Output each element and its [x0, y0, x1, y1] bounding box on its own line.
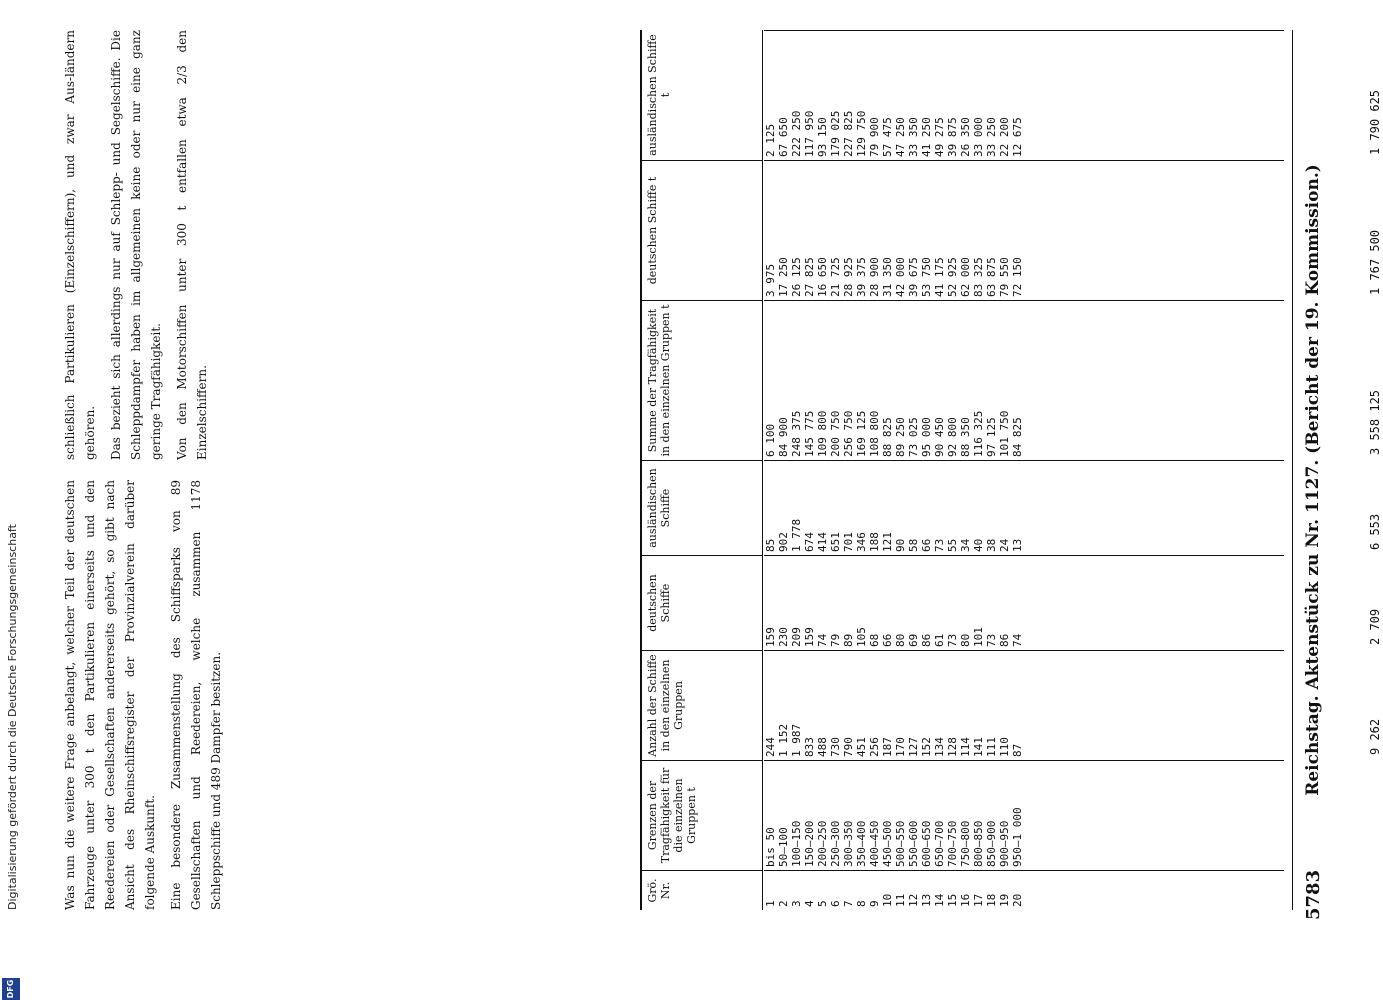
table-cell: 902	[777, 532, 790, 552]
table-cell: 674	[803, 532, 816, 552]
page-title: Reichstag. Aktenstück zu Nr. 1127. (Bericht der 19. Kommission.)	[1303, 164, 1323, 796]
table-cell: 145 775	[803, 410, 816, 457]
table-cell: 28 900	[868, 257, 881, 297]
table-cell: 790	[842, 737, 855, 757]
table-cell: 50—100	[777, 827, 790, 867]
table-cell: 73	[985, 633, 998, 647]
table-cell: 209	[790, 627, 803, 647]
table-cell: 500—550	[894, 820, 907, 867]
total-de: 2 709	[1368, 608, 1382, 645]
table-cell: 188	[868, 532, 881, 552]
table-cell: 6	[829, 900, 842, 907]
table-cell: 7	[842, 900, 855, 907]
header-size: Grenzen der Tragfähigkeit für die einzelnen Gruppen t	[642, 760, 762, 870]
table-cell: 90	[894, 538, 907, 552]
table-cell: 84 900	[777, 417, 790, 457]
table-cell: 488	[816, 737, 829, 757]
table-cell: 152	[920, 737, 933, 757]
table-cell: 80	[959, 633, 972, 647]
table-cell: 159	[764, 627, 777, 647]
header-ton-sum: Summe der Tragfähigkeit in den einzelnen Gruppen t	[642, 300, 762, 460]
table-cell: 4	[803, 900, 816, 907]
table-cell: 92 800	[946, 417, 959, 457]
table-cell: 34	[959, 538, 972, 552]
table-cell: 9	[868, 900, 881, 907]
table-cell: 222 250	[790, 110, 803, 157]
table-cell: 11	[894, 893, 907, 907]
total-count: 9 262	[1368, 718, 1382, 755]
column-ton-de	[764, 160, 1284, 300]
table-cell: 200—250	[816, 820, 829, 867]
table-cell: 86	[998, 633, 1011, 647]
table-cell: 127	[907, 737, 920, 757]
table-cell: 121	[881, 532, 894, 552]
digitization-credit	[0, 0, 28, 1000]
body-text	[60, 30, 620, 910]
table-cell: 250—300	[829, 820, 842, 867]
table-cell: 22 200	[998, 117, 1011, 157]
table-cell: 80	[894, 633, 907, 647]
table-cell: 244	[764, 737, 777, 757]
table-cell: 27 825	[803, 257, 816, 297]
table-cell: 169 125	[855, 410, 868, 457]
table-cell: 49 275	[933, 117, 946, 157]
table-cell: 2	[777, 900, 790, 907]
table-cell: 129 750	[855, 110, 868, 157]
table-cell: 42 000	[894, 257, 907, 297]
table-cell: 248 375	[790, 410, 803, 457]
page-number: 5783	[1303, 869, 1324, 920]
table-cell: 105	[855, 627, 868, 647]
table-cell: 1 152	[777, 723, 790, 757]
paragraph: Von den Motorschiffen unter 300 t entfallen etwa 2/3 den Einzelschiffern.	[175, 30, 209, 460]
table-cell: 101 750	[998, 410, 1011, 457]
table-cell: 2 125	[764, 123, 777, 157]
total-ton-sum: 3 558 125	[1368, 389, 1382, 455]
table-cell: 97 125	[985, 417, 998, 457]
table-cell: 69	[907, 633, 920, 647]
table-cell: 187	[881, 737, 894, 757]
total-ton-de: 1 767 500	[1368, 229, 1382, 295]
table-cell: 950—1 000	[1011, 807, 1024, 867]
table-cell: 79 900	[868, 117, 881, 157]
table-cell: 38	[985, 538, 998, 552]
table-cell: 47 250	[894, 117, 907, 157]
table-cell: 109 800	[816, 410, 829, 457]
header-no: Grö. Nr.	[642, 870, 762, 910]
table-cell: 89	[842, 633, 855, 647]
table-cell: 833	[803, 737, 816, 757]
paragraph: Eine besondere Zusammenstellung des Schiffsparks von 89 Gesellschaften und Reedereien, welche zusammen 1178 Schleppschiffe und 489 Dampfer besitzen.	[169, 480, 223, 910]
table-cell: 90 450	[933, 417, 946, 457]
table-cell: 108 800	[868, 410, 881, 457]
table-cell: 10	[881, 893, 894, 907]
table-cell: 95 000	[920, 417, 933, 457]
table-cell: 39 875	[946, 117, 959, 157]
table-cell: 141	[972, 737, 985, 757]
table-cell: 114	[959, 737, 972, 757]
dfg-logo: DFG	[2, 978, 20, 1000]
table-cell: 85	[764, 538, 777, 552]
column-count	[764, 650, 1284, 760]
table-cell: 700—750	[946, 820, 959, 867]
table-cell: 256	[868, 737, 881, 757]
table-cell: 79	[829, 633, 842, 647]
table-cell: 3 975	[764, 263, 777, 297]
table-cell: 3	[790, 900, 803, 907]
table-cell: 750—800	[959, 820, 972, 867]
table-cell: 451	[855, 737, 868, 757]
table-cell: 33 000	[972, 117, 985, 157]
table-cell: 88 825	[881, 417, 894, 457]
table-cell: 24	[998, 538, 1011, 552]
table-cell: 39 675	[907, 257, 920, 297]
column-aus	[764, 460, 1284, 555]
table-cell: 350—400	[855, 820, 868, 867]
table-cell: 150—200	[803, 820, 816, 867]
table-cell: 110	[998, 737, 1011, 757]
header-aus: ausländischen Schiffe	[642, 460, 762, 555]
table-cell: 31 350	[881, 257, 894, 297]
table-cell: 16 650	[816, 257, 829, 297]
header-ton-de: deutschen Schiffe t	[642, 160, 762, 300]
table-cell: 159	[803, 627, 816, 647]
text-column-right	[60, 30, 218, 460]
table-cell: 74	[1011, 633, 1024, 647]
table-cell: 72 150	[1011, 257, 1024, 297]
table-cell: 13	[920, 893, 933, 907]
total-ton-aus: 1 790 625	[1368, 89, 1382, 155]
table-cell: 1 778	[790, 518, 803, 552]
table-cell: 15	[946, 893, 959, 907]
table-cell: 1 987	[790, 723, 803, 757]
table-totals	[1364, 30, 1383, 910]
table-cell: 600—650	[920, 820, 933, 867]
table-cell: 179 025	[829, 110, 842, 157]
table-cell: 67 650	[777, 117, 790, 157]
paragraph: Was nun die weitere Frage anbelangt, welcher Teil der deutschen Fahrzeuge unter 300 t den Partikulieren einerseits und den Reedereien oder Gesellschaften andererseits gehört, so gibt nach Ansicht des Rheinschiffsregister der Provinzialverein darüber folgende Auskunft.	[63, 480, 157, 910]
table-cell: 87	[1011, 743, 1024, 757]
table-cell: 53 750	[920, 257, 933, 297]
table-cell: 730	[829, 737, 842, 757]
table-cell: 800—850	[972, 820, 985, 867]
table-cell: 73 025	[907, 417, 920, 457]
table-cell: 117 950	[803, 110, 816, 157]
column-ton-aus	[764, 30, 1284, 160]
table-cell: 12 675	[1011, 117, 1024, 157]
table-cell: 62 000	[959, 257, 972, 297]
table-cell: 61	[933, 633, 946, 647]
table-cell: 6 100	[764, 423, 777, 457]
table-cell: 18	[985, 893, 998, 907]
table-cell: 58	[907, 538, 920, 552]
credit-text: Digitalisierung gefördert durch die Deutsche Forschungsgemeinschaft	[6, 524, 19, 910]
header-count: Anzahl der Schiffe in den einzelnen Gruppen	[642, 650, 762, 760]
column-no	[764, 870, 1284, 910]
table-cell: 100—150	[790, 820, 803, 867]
table-cell: 20	[1011, 893, 1024, 907]
table-cell: 128	[946, 737, 959, 757]
table-cell: 21 725	[829, 257, 842, 297]
table-cell: 33 350	[907, 117, 920, 157]
table-cell: 12	[907, 893, 920, 907]
table-cell: 227 825	[842, 110, 855, 157]
table-cell: 200 750	[829, 410, 842, 457]
table-cell: 39 375	[855, 257, 868, 297]
table-cell: 256 750	[842, 410, 855, 457]
paragraph: schließlich Partikulieren (Einzelschiffern), und zwar Aus-ländern gehören.	[63, 30, 97, 460]
table-cell: 16	[959, 893, 972, 907]
column-size	[764, 760, 1284, 870]
table-cell: 83 325	[972, 257, 985, 297]
table-cell: 17 250	[777, 257, 790, 297]
table-cell: 52 925	[946, 257, 959, 297]
paragraph: Das bezieht sich allerdings nur auf Schlepp- und Segelschiffe. Die Schleppdampfer haben im allgemeinen keine oder nur eine ganz geringe Tragfähigkeit.	[109, 30, 163, 460]
table-cell: 79 550	[998, 257, 1011, 297]
table-cell: 88 350	[959, 417, 972, 457]
table-cell: 84 825	[1011, 417, 1024, 457]
table-cell: 651	[829, 532, 842, 552]
table-cell: 300—350	[842, 820, 855, 867]
table-cell: 17	[972, 893, 985, 907]
table-cell: 346	[855, 532, 868, 552]
table-cell: 73	[933, 538, 946, 552]
table-cell: 14	[933, 893, 946, 907]
table-cell: 26 125	[790, 257, 803, 297]
table-cell: 170	[894, 737, 907, 757]
table-cell: 414	[816, 532, 829, 552]
table-cell: 5	[816, 900, 829, 907]
header-de: deutschen Schiffe	[642, 555, 762, 650]
table-cell: 19	[998, 893, 1011, 907]
table-cell: bis 50	[764, 827, 777, 867]
table-cell: 41 175	[933, 257, 946, 297]
column-ton-sum	[764, 300, 1284, 460]
table-cell: 230	[777, 627, 790, 647]
table-cell: 55	[946, 538, 959, 552]
table-cell: 26 350	[959, 117, 972, 157]
table-cell: 74	[816, 633, 829, 647]
table-header	[642, 30, 763, 910]
table-cell: 66	[881, 633, 894, 647]
table-cell: 101	[972, 627, 985, 647]
table-cell: 850—900	[985, 820, 998, 867]
table-cell: 134	[933, 737, 946, 757]
table-cell: 8	[855, 900, 868, 907]
table-cell: 650—700	[933, 820, 946, 867]
table-cell: 33 250	[985, 117, 998, 157]
table-cell: 89 250	[894, 417, 907, 457]
column-de	[764, 555, 1284, 650]
table-cell: 66	[920, 538, 933, 552]
table-cell: 450—500	[881, 820, 894, 867]
table-cell: 41 250	[920, 117, 933, 157]
header-ton-aus: ausländischen Schiffe t	[646, 34, 672, 156]
table-cell: 13	[1011, 538, 1024, 552]
table-cell: 28 925	[842, 257, 855, 297]
text-column-left	[60, 480, 232, 910]
table-cell: 73	[946, 633, 959, 647]
table-cell: 550—600	[907, 820, 920, 867]
table-cell: 116 325	[972, 410, 985, 457]
table-cell: 68	[868, 633, 881, 647]
table-cell: 1	[764, 900, 777, 907]
total-aus: 6 553	[1368, 513, 1382, 550]
table-cell: 111	[985, 737, 998, 757]
table-cell: 900—950	[998, 820, 1011, 867]
table-cell: 40	[972, 538, 985, 552]
table-cell: 63 875	[985, 257, 998, 297]
table-cell: 93 150	[816, 117, 829, 157]
page-header	[1303, 40, 1327, 920]
table-cell: 701	[842, 532, 855, 552]
table-cell: 400—450	[868, 820, 881, 867]
table-cell: 57 475	[881, 117, 894, 157]
table-cell: 86	[920, 633, 933, 647]
